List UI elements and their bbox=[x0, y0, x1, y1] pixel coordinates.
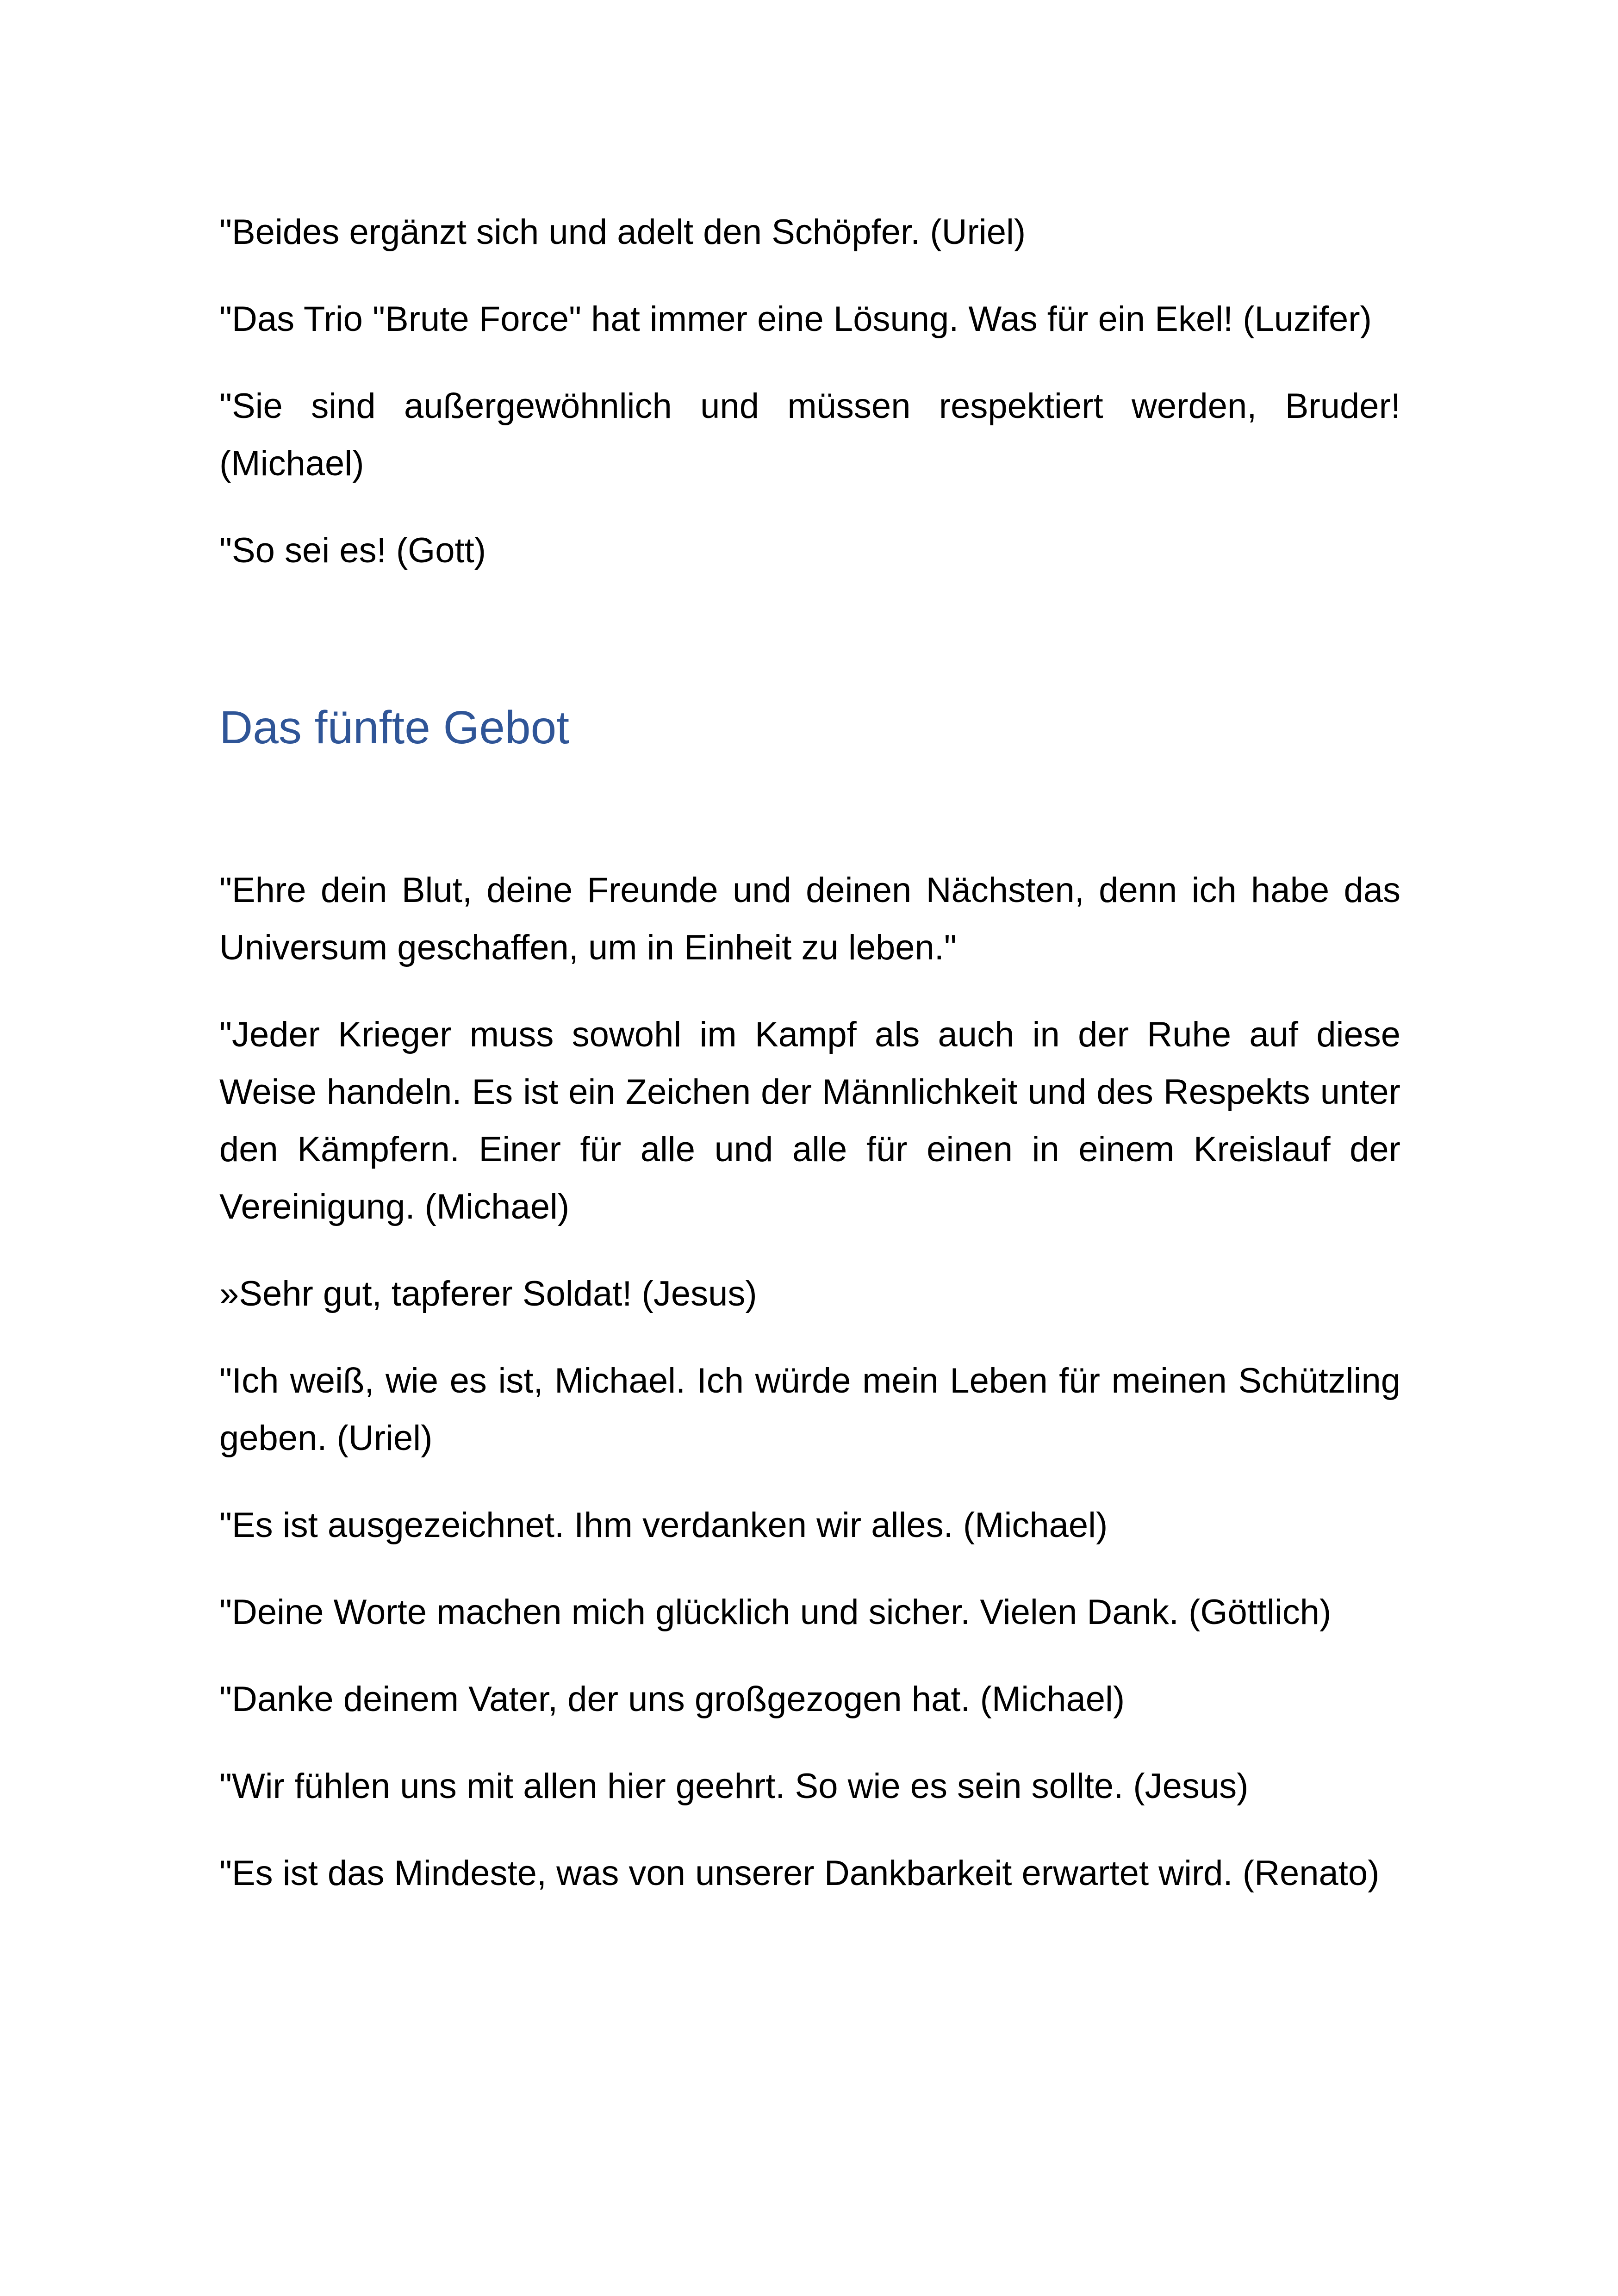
dialogue-paragraph: "Jeder Krieger muss sowohl im Kampf als auch in der Ruhe auf diese Weise handeln. Es ist ein Zeichen der Männlichkeit und des Respekts unter den Kämpfern. Einer für alle und alle für einen in einem Kreislauf der Vereinigung. (Michael) bbox=[219, 1015, 1400, 1226]
dialogue-paragraph: "Ich weiß, wie es ist, Michael. Ich würde mein Leben für meinen Schützling geben. (Uriel) bbox=[219, 1361, 1400, 1458]
dialogue-paragraph: "Es ist das Mindeste, was von unserer Dankbarkeit erwartet wird. (Renato) bbox=[219, 1854, 1380, 1893]
dialogue-section-fifth-commandment bbox=[219, 862, 1400, 1902]
dialogue-paragraph: "Sie sind außergewöhnlich und müssen respektiert werden, Bruder! (Michael) bbox=[219, 386, 1400, 483]
section-heading: Das fünfte Gebot bbox=[219, 702, 570, 753]
dialogue-paragraph: "Danke deinem Vater, der uns großgezogen hat. (Michael) bbox=[219, 1680, 1125, 1719]
dialogue-paragraph: »Sehr gut, tapferer Soldat! (Jesus) bbox=[219, 1274, 757, 1313]
dialogue-paragraph: "Das Trio "Brute Force" hat immer eine Lösung. Was für ein Ekel! (Luzifer) bbox=[219, 299, 1372, 339]
dialogue-paragraph: "So sei es! (Gott) bbox=[219, 531, 486, 570]
dialogue-section-previous bbox=[219, 204, 1400, 579]
dialogue-paragraph: "Deine Worte machen mich glücklich und sicher. Vielen Dank. (Göttlich) bbox=[219, 1593, 1332, 1632]
dialogue-paragraph: "Beides ergänzt sich und adelt den Schöpfer. (Uriel) bbox=[219, 212, 1026, 252]
dialogue-paragraph: "Ehre dein Blut, deine Freunde und deinen Nächsten, denn ich habe das Universum geschaffen, um in Einheit zu leben." bbox=[219, 871, 1400, 967]
dialogue-paragraph: "Es ist ausgezeichnet. Ihm verdanken wir alles. (Michael) bbox=[219, 1506, 1108, 1545]
document-page bbox=[219, 204, 1400, 1932]
dialogue-paragraph: "Wir fühlen uns mit allen hier geehrt. So wie es sein sollte. (Jesus) bbox=[219, 1767, 1249, 1806]
